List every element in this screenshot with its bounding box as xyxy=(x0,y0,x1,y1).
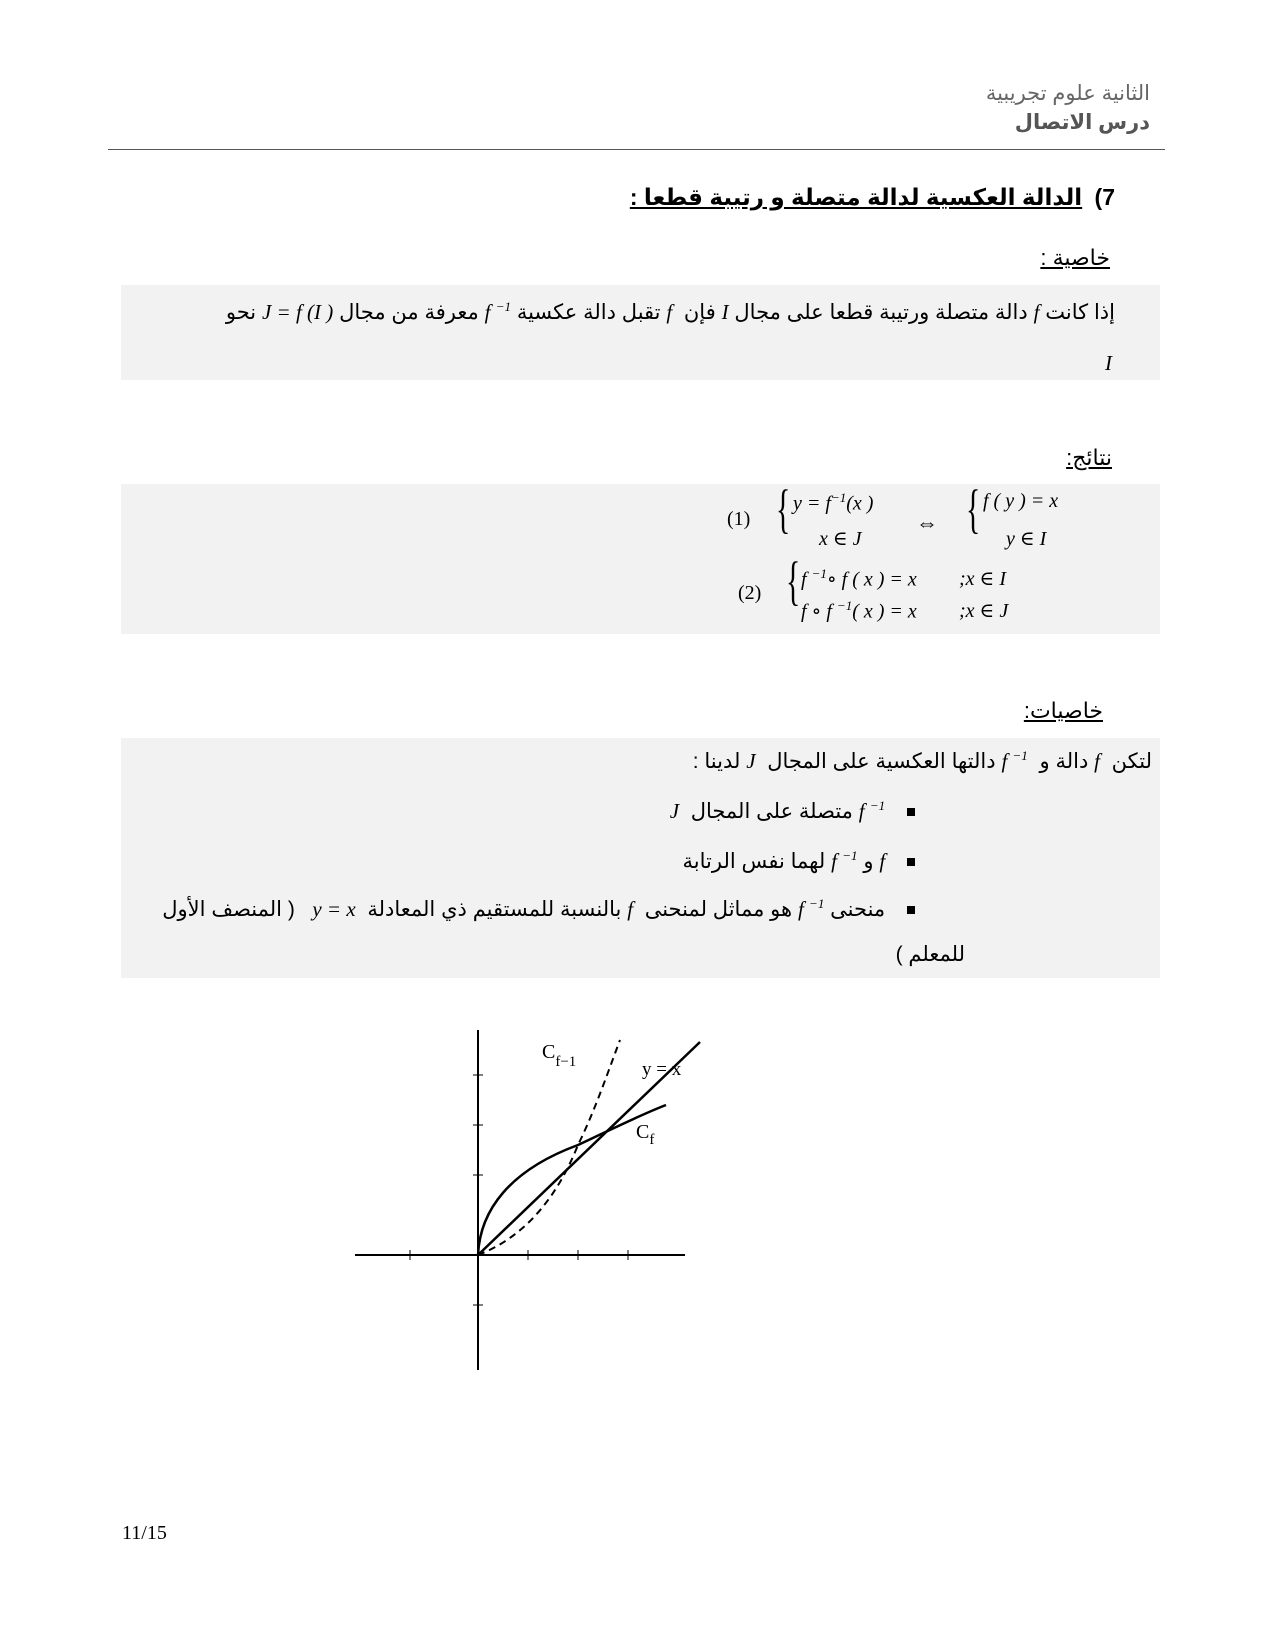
label-cf: $C_f$ xyxy=(636,1121,655,1148)
eq1-row4: y ∈ I xyxy=(1006,528,1047,550)
properties-intro: لتكن f دالة و f $^{-1}$ دالتها العكسية على المجال J لدينا : xyxy=(692,748,1152,773)
page-number: 11/15 xyxy=(122,1522,167,1544)
list-item: منحنى f $^{-1}$ هو مماثل لمنحنى f بالنسبة للمستقيم ذي المعادلة y = x ( المنصف الأول xyxy=(162,896,915,922)
list-item: f و f $^{-1}$ لهما نفس الرتابة xyxy=(683,848,915,874)
eq2-row2: f ∘ f $^{-1}$( x ) = x xyxy=(801,598,917,623)
list-item-continuation: للمعلم ) xyxy=(895,943,965,966)
subject-label: الثانية علوم تجريبية xyxy=(985,82,1150,105)
bullet-icon xyxy=(907,808,915,816)
section-title xyxy=(630,184,1115,211)
curve-f-inverse xyxy=(478,1040,620,1255)
header-divider xyxy=(108,149,1165,150)
bullet-icon xyxy=(907,858,915,866)
properties-heading: خاصيات: xyxy=(1023,698,1103,723)
section-number: 7) xyxy=(1094,184,1115,210)
eq2-number: (2) xyxy=(738,582,762,604)
equivalence-symbol: ⇔ xyxy=(916,510,938,535)
lesson-title: درس الاتصال xyxy=(1014,111,1150,134)
list-item: f $^{-1}$ متصلة على المجال J xyxy=(670,798,915,824)
property-box xyxy=(121,285,1160,380)
property-line-2: I xyxy=(1105,351,1112,375)
property-line-1: إذا كانت f دالة متصلة ورتيبة قطعا على مجال I فإن f تقبل دالة عكسية f $^{-1}$ معرفة من مجال J = f (I ) نحو xyxy=(225,299,1115,324)
properties-box xyxy=(121,738,1160,978)
eq1-row1: $y = f^{-1}(x$ ) xyxy=(793,490,874,515)
eq2-row2-cond: ;x ∈ J xyxy=(959,600,1009,622)
bullet-icon xyxy=(907,906,915,914)
label-cf-inverse: $C_{f-1}$ xyxy=(542,1041,577,1070)
eq2-row1-cond: ;x ∈ I xyxy=(959,568,1007,590)
eq1-row3: f ( y ) = x xyxy=(983,490,1059,512)
eq1-number: (1) xyxy=(727,508,751,530)
section-title-text: الدالة العكسية لدالة متصلة و رتيبة قطعا : xyxy=(629,184,1083,210)
label-identity: y = x xyxy=(642,1059,682,1080)
inverse-function-graph xyxy=(350,1020,730,1385)
property-heading: خاصية : xyxy=(1040,245,1110,270)
page-header xyxy=(986,80,1150,138)
results-box: (1) { $y = f^{-1}(x$ ) x ∈ J ⇔ { f ( y ) = x y ∈ I (2) { f $^{-1}$∘ f ( x ) = x ;x ∈ I f ∘ f $^{-1}$( x ) = x ;x ∈ J xyxy=(121,484,1160,634)
eq1-row2: x ∈ J xyxy=(819,528,862,550)
results-heading: نتائج: xyxy=(1066,445,1112,470)
eq2-row1: f $^{-1}$∘ f ( x ) = x xyxy=(801,566,917,591)
